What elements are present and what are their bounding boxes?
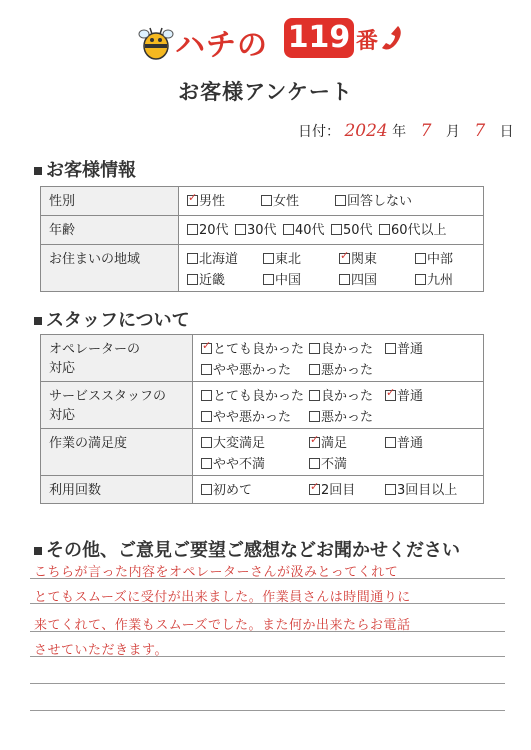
checkbox-icon[interactable] — [187, 253, 198, 264]
area-option[interactable] — [263, 269, 335, 288]
logo-brand-text: ハチの — [175, 28, 268, 63]
date-label: 日付： — [298, 124, 340, 140]
operator-option[interactable] — [201, 359, 305, 378]
phone-icon — [380, 24, 404, 52]
area-option-label: 九州 — [427, 273, 454, 288]
area-option[interactable] — [187, 248, 259, 267]
checkbox-icon[interactable] — [309, 390, 320, 401]
operator-option[interactable] — [385, 338, 455, 357]
age-option[interactable] — [235, 219, 279, 238]
operator-option-label: とても良かった — [213, 342, 305, 357]
usage-option-label: 初めて — [213, 483, 253, 498]
checkbox-checked-icon[interactable] — [339, 253, 350, 264]
operator-option-label: 普通 — [397, 342, 424, 357]
comment-line: こちらが言った内容をオペレーターさんが汲みとってくれて — [34, 565, 399, 580]
checkbox-icon[interactable] — [415, 274, 426, 285]
survey-title: お客様アンケート — [178, 80, 353, 104]
checkbox-icon[interactable] — [261, 195, 272, 206]
comment-line: 来てくれて、作業もスムーズでした。また何か出来たらお電話 — [34, 618, 411, 633]
comment-line: させていただきます。 — [34, 643, 168, 658]
section-comments-title: その他、ご意見ご要望ご感想などお聞かせください — [34, 536, 460, 562]
checkbox-icon[interactable] — [201, 484, 212, 495]
checkbox-icon[interactable] — [335, 195, 346, 206]
satisfaction-option-label: 大変満足 — [213, 436, 266, 451]
checkbox-icon[interactable] — [309, 364, 320, 375]
customer-info-table — [40, 186, 484, 292]
service-option[interactable] — [309, 385, 381, 404]
area-option[interactable] — [415, 269, 475, 288]
usage-option-label: 3回目以上 — [397, 483, 458, 498]
service-option-label: 良かった — [321, 389, 374, 404]
checkbox-checked-icon[interactable] — [385, 390, 396, 401]
satisfaction-option-label: やや不満 — [213, 457, 266, 472]
operator-option-label: やや悪かった — [213, 363, 292, 378]
area-option-label: 近畿 — [199, 273, 226, 288]
checkbox-icon[interactable] — [415, 253, 426, 264]
operator-option-label: 悪かった — [321, 363, 374, 378]
comment-rule-line — [30, 710, 505, 711]
service-label: サービススタッフの 対応 — [41, 382, 193, 429]
area-option[interactable] — [263, 248, 335, 267]
service-option[interactable] — [201, 406, 305, 425]
checkbox-checked-icon[interactable] — [187, 195, 198, 206]
checkbox-icon[interactable] — [187, 274, 198, 285]
gender-option[interactable] — [335, 190, 445, 209]
satisfaction-option[interactable] — [309, 453, 381, 472]
service-option-label: 普通 — [397, 389, 424, 404]
satisfaction-option[interactable] — [309, 432, 381, 451]
age-label: 年齢 — [41, 216, 179, 245]
comment-rule-line — [30, 683, 505, 684]
service-option-label: とても良かった — [213, 389, 305, 404]
satisfaction-option[interactable] — [385, 432, 455, 451]
gender-label: 性別 — [41, 187, 179, 216]
checkbox-icon[interactable] — [201, 437, 212, 448]
checkbox-checked-icon[interactable] — [309, 437, 320, 448]
operator-label: オペレーターの 対応 — [41, 335, 193, 382]
area-option-label: 四国 — [351, 273, 378, 288]
area-option[interactable] — [339, 248, 411, 267]
checkbox-icon[interactable] — [385, 343, 396, 354]
area-option[interactable] — [187, 269, 259, 288]
checkbox-icon[interactable] — [339, 274, 350, 285]
service-option[interactable] — [309, 406, 381, 425]
checkbox-icon[interactable] — [283, 224, 294, 235]
checkbox-icon[interactable] — [263, 253, 274, 264]
gender-option-label: 女性 — [273, 194, 300, 209]
gender-option[interactable] — [261, 190, 331, 209]
section-staff-title: スタッフについて — [34, 306, 190, 332]
checkbox-icon[interactable] — [201, 411, 212, 422]
checkbox-checked-icon[interactable] — [201, 343, 212, 354]
operator-option[interactable] — [309, 338, 381, 357]
checkbox-icon[interactable] — [309, 343, 320, 354]
checkbox-checked-icon[interactable] — [309, 484, 320, 495]
area-option[interactable] — [415, 248, 475, 267]
checkbox-icon[interactable] — [385, 437, 396, 448]
area-option[interactable] — [339, 269, 411, 288]
logo-number-badge: 119 — [284, 18, 354, 58]
checkbox-icon[interactable] — [187, 224, 198, 235]
comment-line: とてもスムーズに受付が出来ました。作業員さんは時間通りに — [34, 590, 411, 605]
area-label: お住まいの地域 — [41, 245, 179, 292]
satisfaction-option-label: 不満 — [321, 457, 348, 472]
date-month[interactable]: 7 — [420, 121, 432, 141]
satisfaction-option[interactable] — [201, 432, 305, 451]
usage-option-label: 2回目 — [321, 483, 356, 498]
checkbox-icon[interactable] — [201, 390, 212, 401]
age-option-label: 20代 — [199, 223, 229, 238]
area-option-label: 東北 — [275, 252, 302, 267]
checkbox-icon[interactable] — [309, 458, 320, 469]
checkbox-icon[interactable] — [201, 364, 212, 375]
area-option-label: 中国 — [275, 273, 302, 288]
service-option-label: やや悪かった — [213, 410, 292, 425]
age-option-label: 40代 — [295, 223, 325, 238]
operator-option[interactable] — [201, 338, 305, 357]
area-option-label: 関東 — [351, 252, 378, 267]
service-option[interactable] — [385, 385, 455, 404]
checkbox-icon[interactable] — [201, 458, 212, 469]
checkbox-icon[interactable] — [263, 274, 274, 285]
service-option[interactable] — [201, 385, 305, 404]
gender-option-label: 回答しない — [347, 194, 413, 209]
satisfaction-option-label: 満足 — [321, 436, 348, 451]
checkbox-icon[interactable] — [385, 484, 396, 495]
gender-option[interactable] — [187, 190, 257, 209]
area-option-label: 中部 — [427, 252, 454, 267]
staff-table — [40, 334, 484, 504]
satisfaction-option-label: 普通 — [397, 436, 424, 451]
bullet-square-icon — [34, 547, 42, 555]
satisfaction-option[interactable] — [201, 453, 305, 472]
operator-option-label: 良かった — [321, 342, 374, 357]
logo-suffix-text: 番 — [356, 29, 379, 54]
area-option-label: 北海道 — [199, 252, 239, 267]
usage-option[interactable] — [309, 479, 381, 498]
service-option-label: 悪かった — [321, 410, 374, 425]
bee-mascot-icon — [138, 22, 174, 62]
operator-option[interactable] — [309, 359, 381, 378]
date-year[interactable]: 2024 — [344, 121, 388, 141]
bullet-square-icon — [34, 167, 42, 175]
usage-option[interactable] — [201, 479, 305, 498]
age-option[interactable] — [283, 219, 327, 238]
checkbox-icon[interactable] — [309, 411, 320, 422]
checkbox-icon[interactable] — [379, 224, 390, 235]
age-option[interactable] — [187, 219, 231, 238]
date-row — [298, 121, 514, 141]
gender-option-label: 男性 — [199, 194, 226, 209]
date-month-unit: 月 — [445, 124, 460, 140]
satisfaction-label: 作業の満足度 — [41, 429, 193, 476]
checkbox-icon[interactable] — [331, 224, 342, 235]
age-option-label: 50代 — [343, 223, 373, 238]
date-day[interactable]: 7 — [474, 121, 486, 141]
age-option[interactable] — [379, 219, 449, 238]
age-option-label: 30代 — [247, 223, 277, 238]
date-year-unit: 年 — [392, 124, 407, 140]
age-option[interactable] — [331, 219, 375, 238]
checkbox-icon[interactable] — [235, 224, 246, 235]
date-day-unit: 日 — [499, 124, 514, 140]
age-option-label: 60代以上 — [391, 223, 447, 238]
usage-label: 利用回数 — [41, 476, 193, 504]
usage-option[interactable] — [385, 479, 475, 498]
bullet-square-icon — [34, 317, 42, 325]
section-customer-info-title: お客様情報 — [34, 156, 136, 182]
